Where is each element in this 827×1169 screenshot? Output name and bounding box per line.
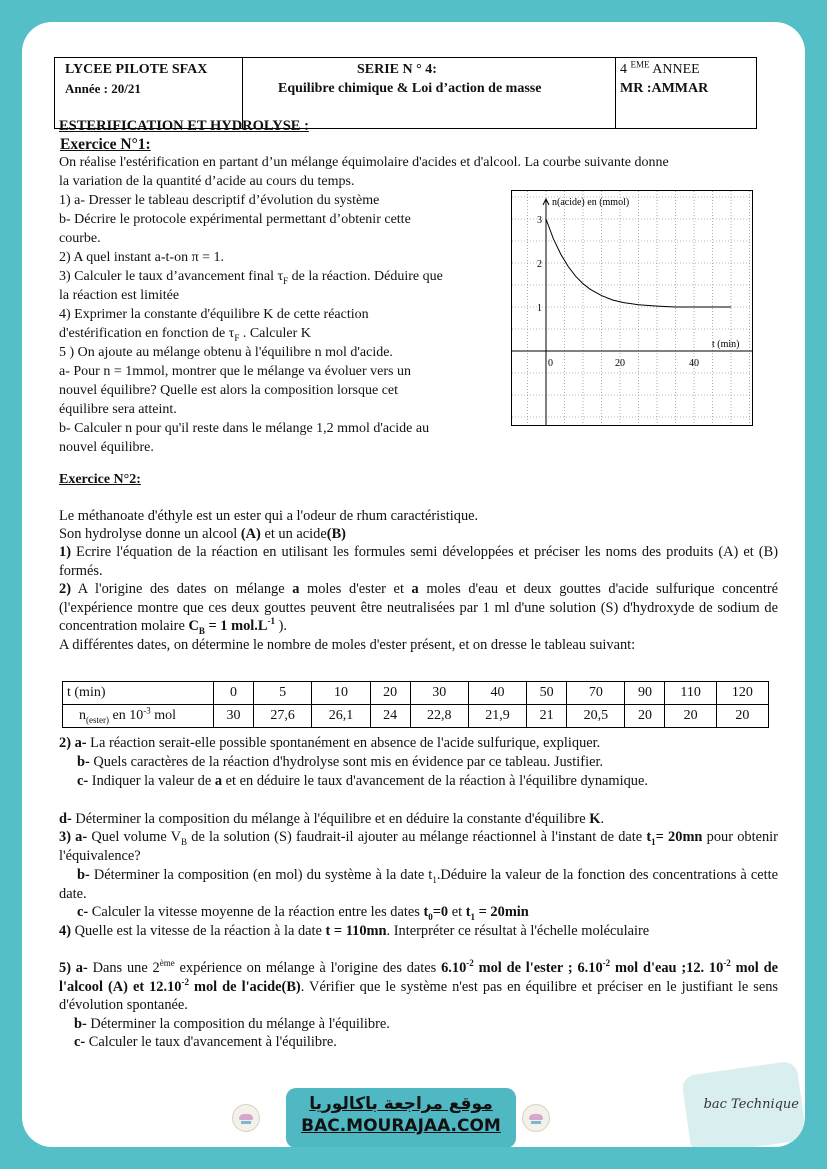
table-row-time bbox=[63, 682, 769, 705]
ester-table bbox=[62, 681, 769, 728]
exercise2-title: Exercice N°2: bbox=[59, 472, 141, 487]
ex2-q2b: b- Quels caractères de la réaction d'hydrolyse sont mis en évidence par ce tableau. Justifier. bbox=[77, 754, 604, 770]
site-banner[interactable] bbox=[286, 1088, 516, 1147]
series-subject: Equilibre chimique & Loi d’action de masse bbox=[278, 81, 542, 96]
x-axis-title: t (min) bbox=[712, 339, 740, 350]
ex1-q1a: 1) a- Dresser le tableau descriptif d’évolution du système bbox=[59, 193, 380, 208]
table-cell: 21,9 bbox=[468, 705, 526, 728]
table-cell: 20 bbox=[716, 705, 768, 728]
table-cell: 27,6 bbox=[254, 705, 312, 728]
table-cell: 30 bbox=[410, 682, 468, 705]
logo-bird-icon bbox=[232, 1104, 260, 1132]
y-tick-label: 3 bbox=[537, 215, 542, 226]
level: 4 $^{EME}$ ANNEE bbox=[620, 59, 700, 77]
ex2-q5b: b- Déterminer la composition du mélange à l'équilibre. bbox=[74, 1016, 390, 1032]
school-name: LYCEE PILOTE SFAX bbox=[65, 62, 208, 77]
table-cell: 20,5 bbox=[567, 705, 625, 728]
bac-technique-stamp: bac Technique bbox=[681, 1060, 805, 1147]
worksheet-page bbox=[22, 22, 805, 1147]
logo-bird-icon bbox=[522, 1104, 550, 1132]
table-cell: 110 bbox=[665, 682, 716, 705]
table-cell: 30 bbox=[214, 705, 254, 728]
teacher-name: MR :AMMAR bbox=[620, 81, 709, 96]
ex2-q1: 1) Ecrire l'équation de la réaction en utilisant les formules semi développées et préciser les noms des produits (A) et (B) formés. bbox=[59, 544, 778, 579]
ex1-q5a-line3: équilibre sera atteint. bbox=[59, 402, 177, 417]
ex2-q2d: d- Déterminer la composition du mélange à l'équilibre et en déduire la constante d'équilibre K. bbox=[59, 811, 605, 827]
ex1-q3-line1: 3) Calculer le taux d’avancement final $\tau_F$ de la réaction. Déduire que bbox=[59, 269, 443, 286]
site-url[interactable]: BAC.MOURAJAA.COM bbox=[301, 1116, 501, 1136]
table-cell: 120 bbox=[716, 682, 768, 705]
ex1-q5: 5 ) On ajoute au mélange obtenu à l'équilibre n mol d'acide. bbox=[59, 345, 393, 360]
ex1-intro-line2: la variation de la quantité d’acide au cours du temps. bbox=[59, 174, 355, 189]
table-cell: 70 bbox=[567, 682, 625, 705]
y-axis-title: n(acide) en (mmol) bbox=[552, 197, 630, 208]
table-row-ester bbox=[63, 705, 769, 728]
table-header-time: t (min) bbox=[63, 682, 214, 705]
ex1-q4-line1: 4) Exprimer la constante d'équilibre K de cette réaction bbox=[59, 307, 369, 322]
ex1-q5a-line1: a- Pour n = 1mmol, montrer que le mélange va évoluer vers un bbox=[59, 364, 411, 379]
ex1-q5b-line2: nouvel équilibre. bbox=[59, 440, 154, 455]
table-cell: 0 bbox=[214, 682, 254, 705]
section-title: ESTERIFICATION ET HYDROLYSE : bbox=[59, 118, 309, 134]
series-number: SERIE N ° 4: bbox=[357, 62, 437, 77]
y-tick-label: 2 bbox=[537, 259, 542, 270]
table-cell: 5 bbox=[254, 682, 312, 705]
x-tick-label: 0 bbox=[548, 358, 553, 369]
site-name-arabic[interactable]: موقع مراجعة باكالوريا bbox=[309, 1094, 493, 1114]
ex2-line2: Son hydrolyse donne un alcool (A) et un acide(B) bbox=[59, 526, 346, 542]
table-cell: 22,8 bbox=[410, 705, 468, 728]
ex1-q5a-line2: nouvel équilibre? Quelle est alors la composition lorsque cet bbox=[59, 383, 399, 398]
x-tick-label: 20 bbox=[615, 358, 625, 369]
ex2-q2a: 2) a- La réaction serait-elle possible spontanément en absence de l'acide sulfurique, expliquer. bbox=[59, 735, 601, 751]
table-cell: 26,1 bbox=[312, 705, 370, 728]
ex1-intro-line1: On réalise l'estérification en partant d’un mélange équimolaire d'acides et d'alcool. La courbe suivante donne bbox=[59, 155, 669, 170]
ex1-q5b-line1: b- Calculer n pour qu'il reste dans le mélange 1,2 mmol d'acide au bbox=[59, 421, 430, 436]
table-cell: 90 bbox=[625, 682, 665, 705]
table-cell: 24 bbox=[370, 705, 410, 728]
ex1-q1b-line2: courbe. bbox=[59, 231, 101, 246]
ex2-q5a: 5) a- Dans une 2ème expérience on mélange à l'origine des dates $6.10^{-2}$ mol de l'ester ; $6.10^{-2}$ mol d'eau ;12. $10^{-2}$ mol de l'alcool (A) et $12.10^{-2}$ mol de l'acide(B). Vérifier que le système n'est pas en équilibre et préciser en le justifiant le sens d'évolution spontanée. bbox=[59, 958, 779, 1013]
ex2-q2: 2) A l'origine des dates on mélange a moles d'ester et a moles d'eau et deux gouttes d'acide sulfurique concentré (l'expérience montre que ces deux gouttes peuvent être neutralisées par 1 ml d'une solution (S) d'hydroxyde de sodium de concentration molaire $C_B = 1$ $mol.L^{-1}$ ). bbox=[59, 581, 779, 636]
ex2-q3a: 3) a- Quel volume $V_B$ de la solution (S) faudrait-il ajouter au mélange réactionnel à l'instant de date $t_1= 20mn$ pour obtenir l'équivalence? bbox=[59, 829, 778, 864]
x-tick-label: 40 bbox=[689, 358, 699, 369]
ex1-q4-line2: d'estérification en fonction de $\tau_F$ . Calculer K bbox=[59, 326, 311, 343]
table-cell: 20 bbox=[665, 705, 716, 728]
table-cell: 21 bbox=[527, 705, 567, 728]
ex2-q5c: c- Calculer le taux d'avancement à l'équilibre. bbox=[74, 1034, 337, 1050]
exercise1-title: Exercice N°1: bbox=[60, 136, 151, 153]
ex1-q1b-line1: b- Décrire le protocole expérimental permettant d’obtenir cette bbox=[59, 212, 411, 227]
ex2-q4: 4) Quelle est la vitesse de la réaction à la date t = 110mn. Interpréter ce résultat à l'échelle moléculaire bbox=[59, 923, 650, 939]
table-cell: 20 bbox=[625, 705, 665, 728]
ex2-table-intro: A différentes dates, on détermine le nombre de moles d'ester présent, et on dresse le tableau suivant: bbox=[59, 637, 636, 653]
table-cell: 40 bbox=[468, 682, 526, 705]
table-cell: 10 bbox=[312, 682, 370, 705]
ex2-q3c: c- Calculer la vitesse moyenne de la réaction entre les dates $t_0=0$ et $t_1 = 20\min$ bbox=[77, 904, 529, 922]
ex1-q2: 2) A quel instant a-t-on π = 1. bbox=[59, 250, 225, 265]
table-cell: 50 bbox=[527, 682, 567, 705]
chart-svg bbox=[512, 191, 752, 425]
ex2-q3b: b- Déterminer la composition (en mol) du système à la date $t_1.Déduire$ la valeur de la fonction des concentrations à cette date. bbox=[59, 867, 778, 902]
school-year: Année : 20/21 bbox=[65, 81, 141, 96]
table-cell: 20 bbox=[370, 682, 410, 705]
y-tick-label: 1 bbox=[537, 303, 542, 314]
table-header-ester: $n_{(ester)}$ en $10^{-3}$ mol bbox=[63, 705, 214, 728]
acid-quantity-chart bbox=[511, 190, 753, 426]
ex2-line1: Le méthanoate d'éthyle est un ester qui a l'odeur de rhum caractéristique. bbox=[59, 508, 479, 524]
ex2-q2c: c- Indiquer la valeur de a et en déduire le taux d'avancement de la réaction à l'équilibre dynamique. bbox=[77, 773, 648, 789]
ex1-q3-line2: la réaction est limitée bbox=[59, 288, 180, 303]
